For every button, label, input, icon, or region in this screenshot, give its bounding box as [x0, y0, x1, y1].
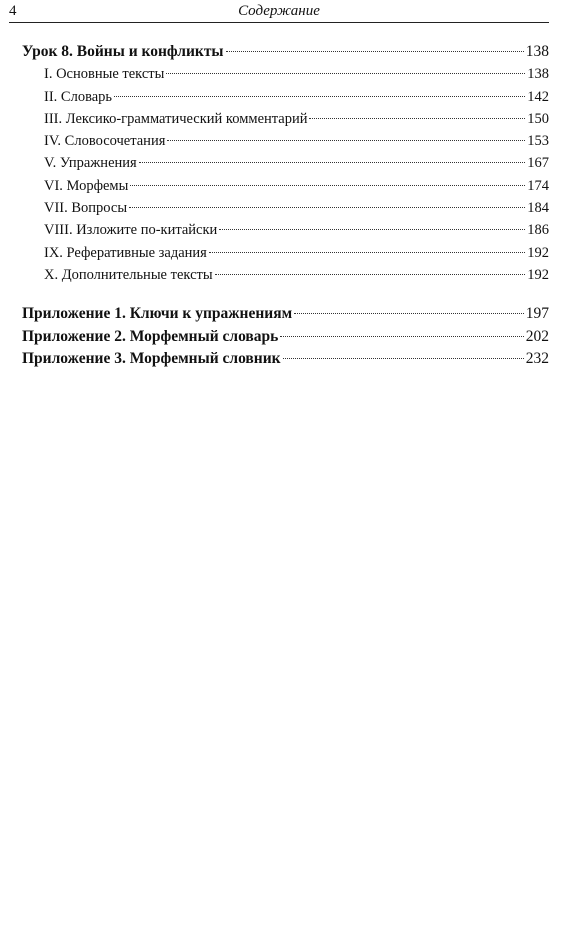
- page-number: 4: [9, 3, 17, 19]
- dot-leader: [283, 358, 524, 359]
- toc-entry-title: V. Упражнения: [44, 155, 137, 172]
- toc-page-number: 167: [527, 155, 549, 172]
- toc-subentry: [22, 131, 549, 151]
- toc-page-number: 184: [527, 200, 549, 217]
- toc-entry-title: IX. Реферативные задания: [44, 244, 207, 261]
- toc-subentry: [22, 153, 549, 173]
- table-of-contents: [22, 42, 549, 371]
- dot-leader: [226, 51, 524, 52]
- toc-subentry: [22, 265, 549, 285]
- toc-appendix-entry: [22, 349, 549, 369]
- toc-subentry: [22, 87, 549, 107]
- toc-lesson-entry: [22, 42, 549, 62]
- toc-page-number: 150: [527, 110, 549, 127]
- dot-leader: [309, 118, 525, 119]
- toc-page-number: 192: [527, 266, 549, 283]
- toc-subentry: [22, 64, 549, 84]
- toc-page-number: 186: [527, 222, 549, 239]
- toc-page-number: 138: [525, 43, 549, 60]
- dot-leader: [219, 229, 525, 230]
- dot-leader: [167, 140, 525, 141]
- running-head: [9, 2, 549, 22]
- dot-leader: [215, 274, 526, 275]
- dot-leader: [209, 252, 525, 253]
- dot-leader: [139, 162, 526, 163]
- toc-page-number: 232: [525, 349, 549, 367]
- toc-entry-title: Приложение 2. Морфемный словарь: [22, 327, 279, 345]
- toc-subentry: [22, 220, 549, 240]
- dot-leader: [129, 207, 525, 208]
- toc-entry-title: VII. Вопросы: [44, 200, 128, 217]
- header-rule: [9, 22, 549, 23]
- toc-page-number: 192: [527, 244, 549, 261]
- running-title: Содержание: [238, 3, 320, 19]
- toc-entry-title: Приложение 1. Ключи к упражнениям: [22, 305, 293, 323]
- toc-page-number: 202: [525, 327, 549, 345]
- section-gap: [22, 287, 549, 304]
- dot-leader: [294, 313, 524, 314]
- dot-leader: [130, 185, 525, 186]
- toc-appendix-entry: [22, 304, 549, 324]
- toc-entry-title: X. Дополнительные тексты: [44, 266, 213, 283]
- toc-subentry: [22, 176, 549, 196]
- toc-entry-title: III. Лексико-грамматический комментарий: [44, 110, 308, 127]
- toc-subentry: [22, 109, 549, 129]
- toc-entry-title: Приложение 3. Морфемный словник: [22, 349, 281, 367]
- toc-subentry: [22, 198, 549, 218]
- toc-entry-title: II. Словарь: [44, 88, 113, 105]
- toc-appendix-entry: [22, 327, 549, 347]
- toc-subentry: [22, 243, 549, 263]
- toc-page-number: 142: [527, 88, 549, 105]
- toc-entry-title: I. Основные тексты: [44, 66, 165, 83]
- toc-page-number: 153: [527, 133, 549, 150]
- toc-entry-title: IV. Словосочетания: [44, 133, 166, 150]
- toc-page-number: 138: [527, 66, 549, 83]
- dot-leader: [166, 73, 525, 74]
- toc-entry-title: VIII. Изложите по-китайски: [44, 222, 218, 239]
- toc-page-number: 174: [527, 177, 549, 194]
- toc-entry-title: VI. Морфемы: [44, 177, 129, 194]
- toc-page-number: 197: [525, 305, 549, 323]
- dot-leader: [280, 336, 523, 337]
- toc-entry-title: Урок 8. Войны и конфликты: [22, 43, 224, 60]
- dot-leader: [114, 96, 525, 97]
